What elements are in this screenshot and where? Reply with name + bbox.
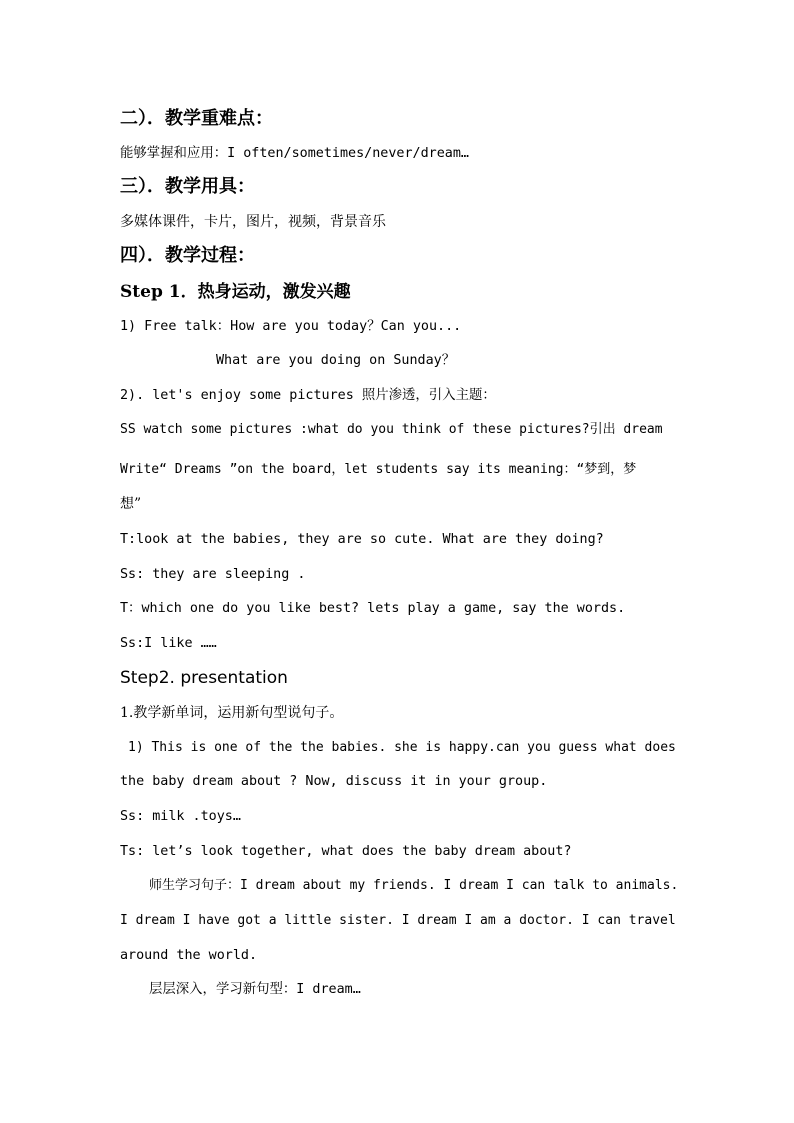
step2-heading: Step2. presentation [120,668,288,688]
sentence-practice-line-2: I dream I have got a little sister. I dream I am a doctor. I can travel [120,913,676,928]
babies-guess-line-cont: the baby dream about ? Now, discuss it in your group. [120,774,548,789]
sentence-practice-line: 师生学习句子：I dream about my friends. I dream I can talk to animals. [149,878,679,893]
section-heading-key-points: 二）．教学重难点： [120,108,273,129]
step1-heading: Step 1．热身运动，激发兴趣 [120,282,351,302]
teacher-babies-line: T:look at the babies, they are so cute. What are they doing? [120,532,604,547]
write-dreams-line: Write“ Dreams ”on the board，let students say its meaning：“梦到，梦 [120,462,637,477]
students-like-line: Ss:I like …… [120,636,217,651]
teacher-game-line: T：which one do you like best? lets play a game, say the words. [120,601,626,616]
section-heading-teaching-aids: 三）．教学用具： [120,176,255,197]
sentence-practice-line-3: around the world. [120,948,258,963]
enjoy-pictures-line: 2). let's enjoy some pictures 照片渗透，引入主题： [120,388,496,403]
watch-pictures-line: SS watch some pictures :what do you think of these pictures?引出 dream [120,422,663,437]
students-sleeping-line: Ss: they are sleeping . [120,567,306,582]
teaching-aids-text: 多媒体课件，卡片，图片，视频，背景音乐 [120,214,386,230]
teacher-look-line: Ts: let’s look together, what does the baby dream about? [120,844,572,859]
write-dreams-line-cont: 想” [120,496,142,512]
new-pattern-line: 层层深入，学习新句型：I dream… [149,982,361,997]
babies-guess-line: 1) This is one of the the babies. she is happy.can you guess what does [128,740,676,755]
free-talk-line-2: What are you doing on Sunday？ [216,353,456,368]
students-milk-line: Ss: milk .toys… [120,809,241,824]
new-words-line: 1.教学新单词，运用新句型说句子。 [120,705,344,721]
key-points-text: 能够掌握和应用：I often/sometimes/never/dream… [120,146,469,161]
section-heading-teaching-process: 四）．教学过程： [120,245,255,266]
free-talk-line: 1) Free talk：How are you today？Can you... [120,319,462,334]
